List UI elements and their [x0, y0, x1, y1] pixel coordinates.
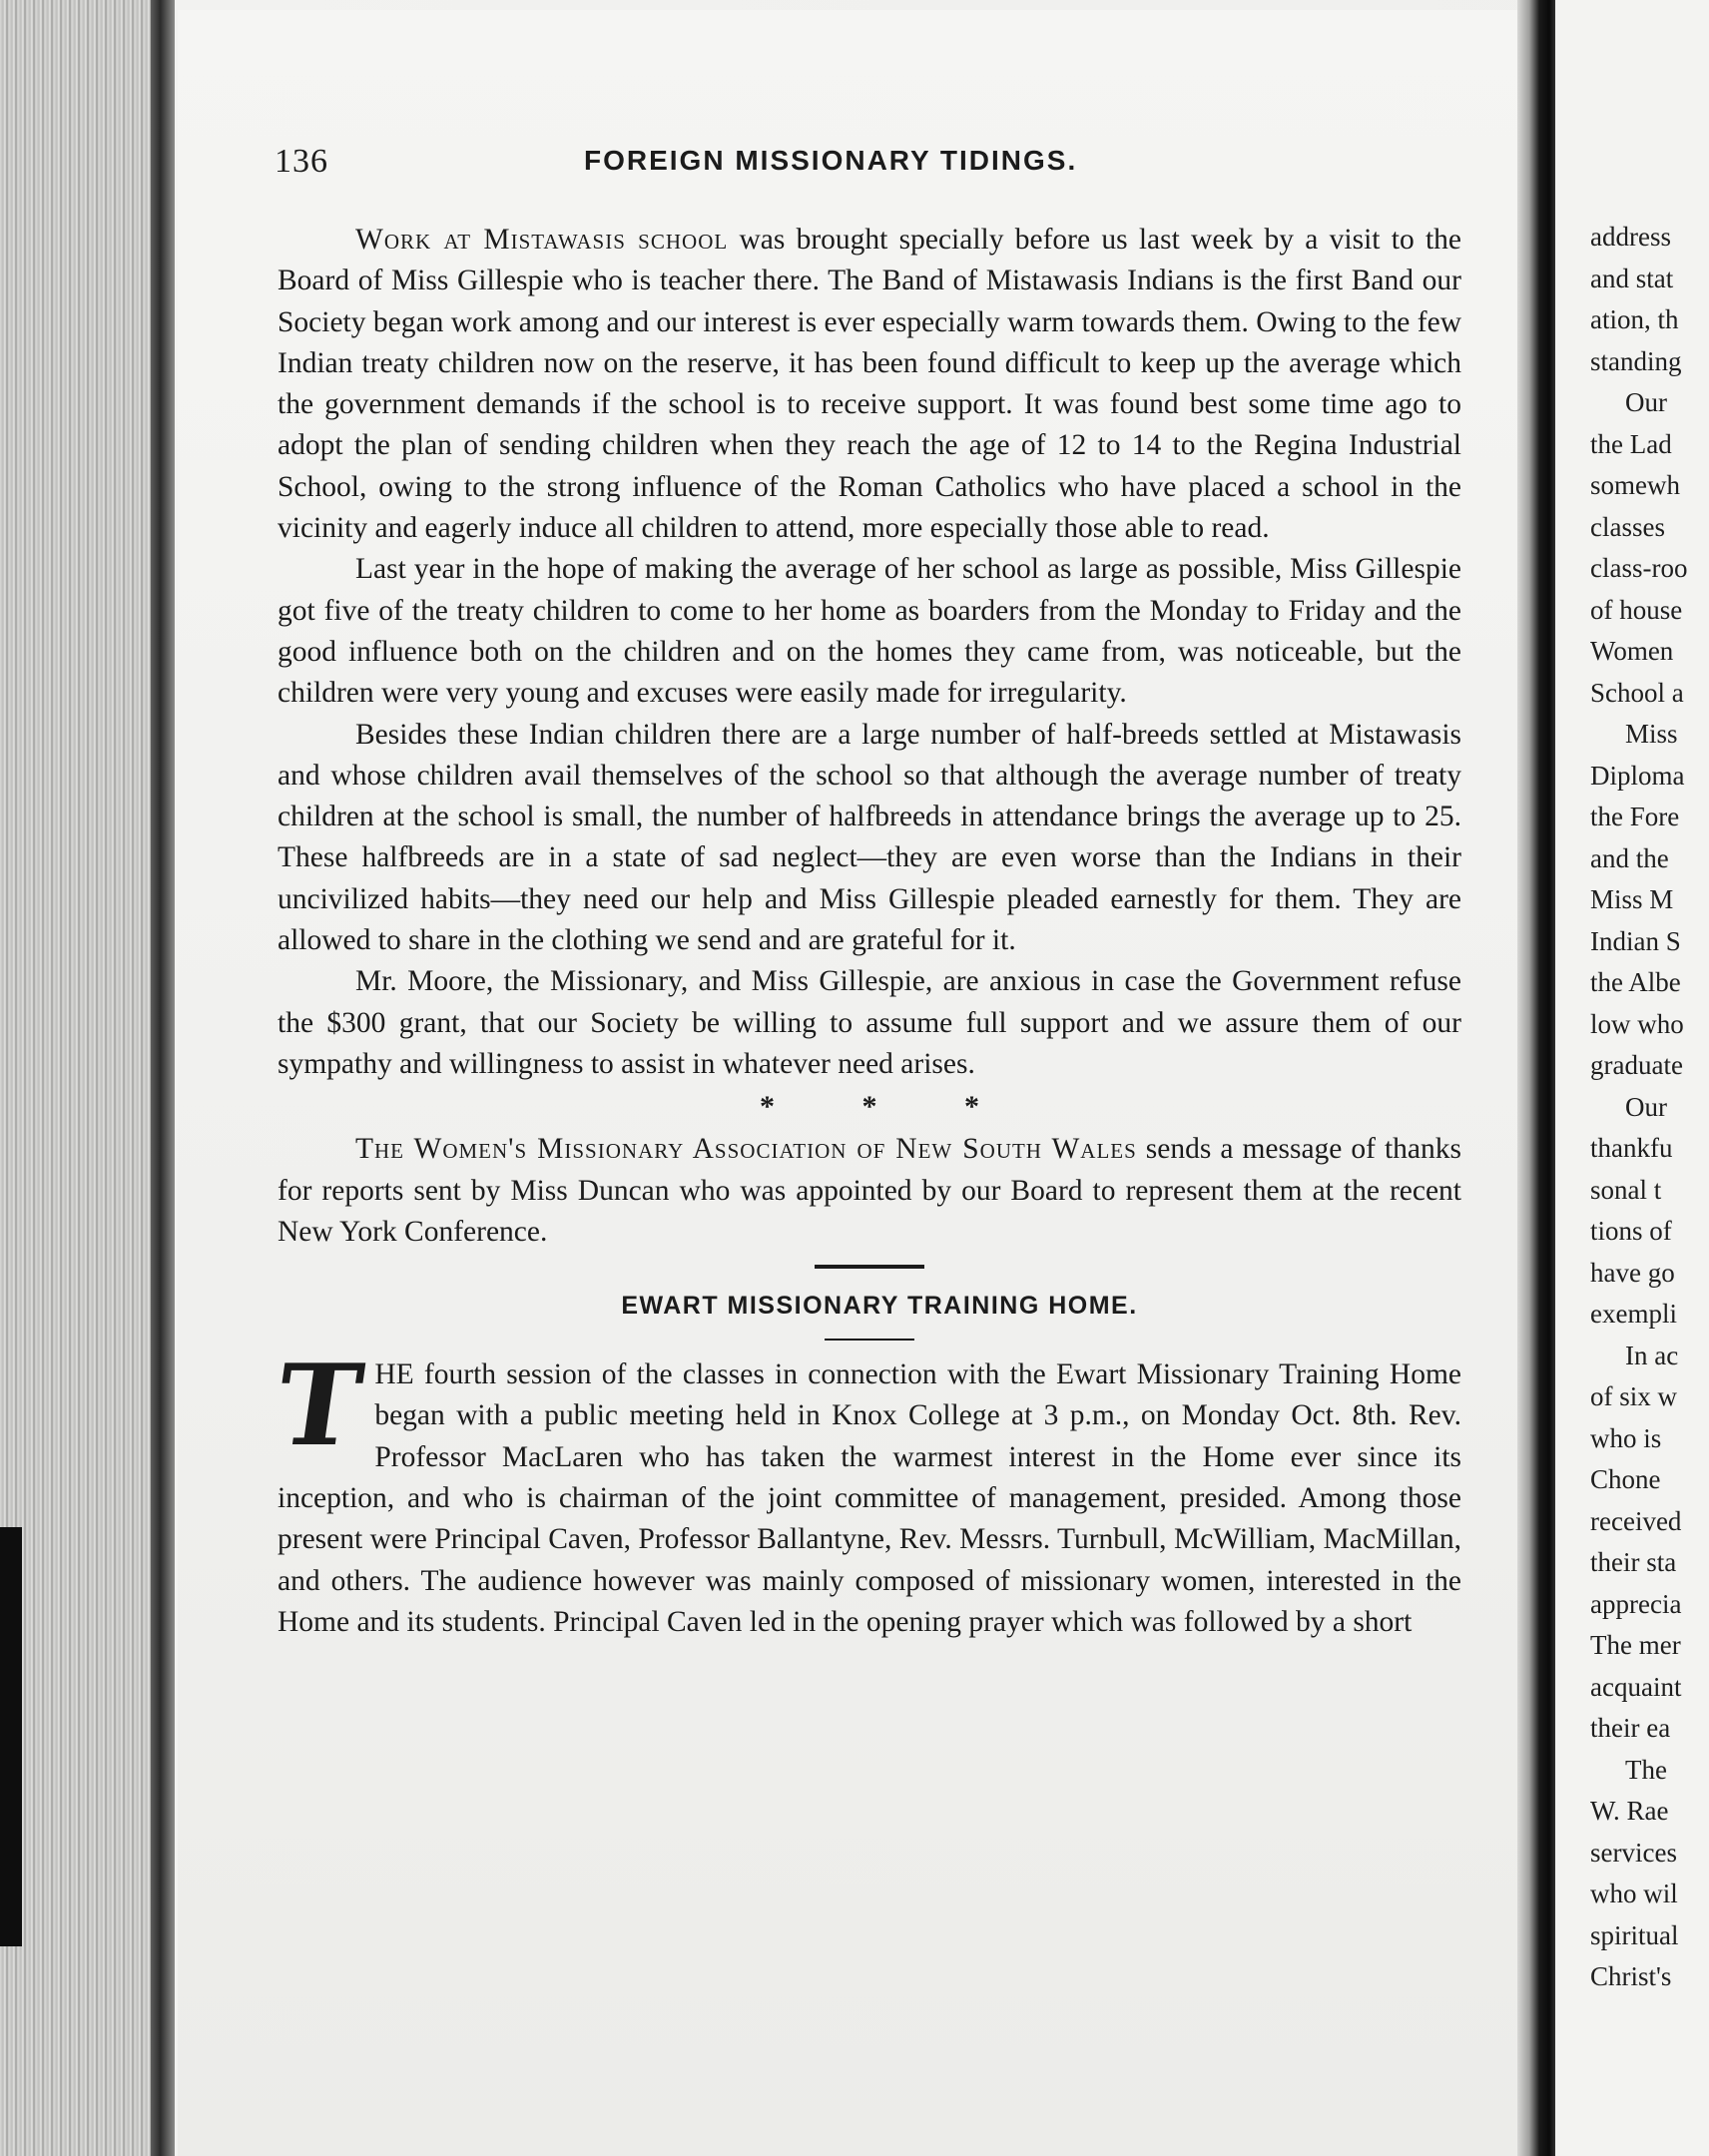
right-page-line: Our — [1625, 1091, 1667, 1122]
paragraph-mistawasis-4: Mr. Moore, the Missionary, and Miss Gillespie, are anxious in case the Government refuse the $300 grant, that our Society be willing to assume full support and we assure them of our sympathy and willingness to assist in whatever need arises. — [278, 965, 1461, 1080]
right-page-line: who is — [1590, 1422, 1662, 1453]
right-page-line: thankfu — [1590, 1133, 1673, 1163]
section-divider — [815, 1265, 924, 1269]
right-page-line: tions of — [1590, 1216, 1672, 1246]
right-page-line: Our — [1625, 387, 1667, 417]
right-page-line: School a — [1590, 677, 1684, 708]
right-page-line: the Fore — [1590, 802, 1680, 831]
right-page-line: Diploma — [1590, 760, 1685, 791]
right-page-line: their ea — [1590, 1713, 1671, 1743]
right-page-line: of house — [1590, 594, 1683, 625]
right-page-line: graduate — [1590, 1050, 1683, 1080]
right-page-line: classes — [1590, 511, 1665, 542]
right-page-line: standing — [1590, 345, 1682, 376]
paragraph-mistawasis-3: Besides these Indian children there are a large number of half-breeds settled at Mistawasis and whose children avail themselves of the school so that although the average number of treaty children at the school is small, the number of halfbreeds in attendance brings the average up to 25. These halfbreeds are in a state of sad neglect—they are even worse than the Indians in their uncivilized habits—they need our help and Miss Gillespie pleaded earnestly for them. They are allowed to share in the clothing we send and are grateful for it. — [278, 718, 1461, 957]
right-page-line: somewh — [1590, 470, 1680, 500]
right-page-line: Indian S — [1590, 925, 1681, 956]
right-page-line: acquaint — [1590, 1671, 1682, 1702]
right-page-line: class-roo — [1590, 553, 1688, 583]
lead-in-small-caps: The Women's Missionary Association of New South Wales — [355, 1133, 1137, 1166]
right-page-line: The mer — [1590, 1630, 1681, 1660]
first-word-caps: HE — [374, 1358, 414, 1391]
right-page-line: of six w — [1590, 1381, 1677, 1411]
paragraph-ewart-home — [268, 1341, 1461, 1643]
paragraph-text: sends a message of thanks for reports sent by Miss Duncan who was appointed by our Board to represent them at the recent New York Conference. — [278, 1133, 1461, 1248]
right-page-line: the Lad — [1590, 428, 1672, 459]
paragraph-nsw-notice — [278, 1129, 1461, 1253]
paragraph-text: was brought specially before us last week by a visit to the Board of Miss Gillespie who is teacher there. The Band of Mistawasis Indians is the first Band our Society began work among and our interest is ever especially warm towards them. Owing to the few Indian treaty children now on the reserve, it has been found difficult to keep up the average which the government demands if the school is to receive support. It was found best some time ago to adopt the plan of sending children when they reach the age of 12 to 14 to the Regina Industrial School, owing to the strong influence of the Roman Catholics who have placed a school in the vicinity and eagerly induce all children to attend, more especially those able to read. — [278, 224, 1461, 545]
right-page-line: and the — [1590, 842, 1669, 873]
right-page-line: W. Rae — [1590, 1796, 1669, 1826]
paragraph-mistawasis-1 — [278, 220, 1461, 549]
right-page-fragment — [1555, 0, 1709, 2156]
right-page-line: The — [1625, 1754, 1667, 1785]
section-heading: EWART MISSIONARY TRAINING HOME. — [621, 1292, 1138, 1321]
running-header — [275, 143, 1462, 183]
right-page-line: Miss — [1625, 719, 1678, 749]
book-gutter — [1517, 0, 1557, 2156]
right-page-line: and stat — [1590, 263, 1674, 293]
page-number: 136 — [275, 143, 328, 180]
lead-in-small-caps: Work at Mistawasis school — [355, 224, 729, 256]
right-page-line: services — [1590, 1837, 1677, 1868]
right-page-line: the Albe — [1590, 967, 1681, 997]
asterism-separator: * * * — [760, 1090, 1019, 1124]
heading-underline — [825, 1339, 914, 1341]
right-page-line: apprecia — [1590, 1588, 1682, 1619]
right-page-line: sonal t — [1590, 1174, 1662, 1205]
journal-title: FOREIGN MISSIONARY TIDINGS. — [584, 145, 1078, 176]
scan-shadow — [0, 1527, 22, 1946]
right-page-line: spiritual — [1590, 1919, 1679, 1950]
right-page-line: who wil — [1590, 1879, 1678, 1908]
drop-cap: T — [268, 1341, 370, 1472]
right-page-line: received — [1590, 1505, 1682, 1536]
right-page-line: their sta — [1590, 1547, 1677, 1577]
right-page-line: have go — [1590, 1257, 1675, 1288]
right-page-line: low who — [1590, 1008, 1684, 1039]
paragraph-text: fourth session of the classes in connection with the Ewart Missionary Training Home began with a public meeting held in Knox College at 3 p.m., on Monday Oct. 8th. Rev. Professor MacLaren who has taken the warmest interest in the Home ever since its inception, and who is chairman of the joint committee of management, presided. Among those present were Principal Caven, Professor Ballantyne, Rev. Messrs. Turnbull, McWilliam, MacMillan, and others. The audience however was mainly composed of missionary women, interested in the Home and its students. Principal Caven led in the opening prayer which was followed by a short — [278, 1358, 1461, 1638]
right-page-line: Christ's — [1590, 1961, 1672, 1991]
right-page-line: Miss M — [1590, 884, 1674, 914]
right-page-line: ation, th — [1590, 304, 1679, 334]
right-page-line: In ac — [1625, 1340, 1679, 1370]
right-page-line: address — [1590, 222, 1671, 252]
right-page-line: Women — [1590, 636, 1674, 666]
page-body — [268, 220, 1461, 1643]
right-page-line: Chone — [1590, 1464, 1661, 1494]
paragraph-mistawasis-2: Last year in the hope of making the average of her school as large as possible, Miss Gillespie got five of the treaty children to come to her home as boarders from the Monday to Friday and the good influence both on the children and on the homes they came from, was noticeable, but the children were very young and excuses were easily made for irregularity. — [278, 553, 1461, 710]
page-edge-stack — [0, 0, 175, 2156]
right-page-line: exempli — [1590, 1299, 1677, 1329]
